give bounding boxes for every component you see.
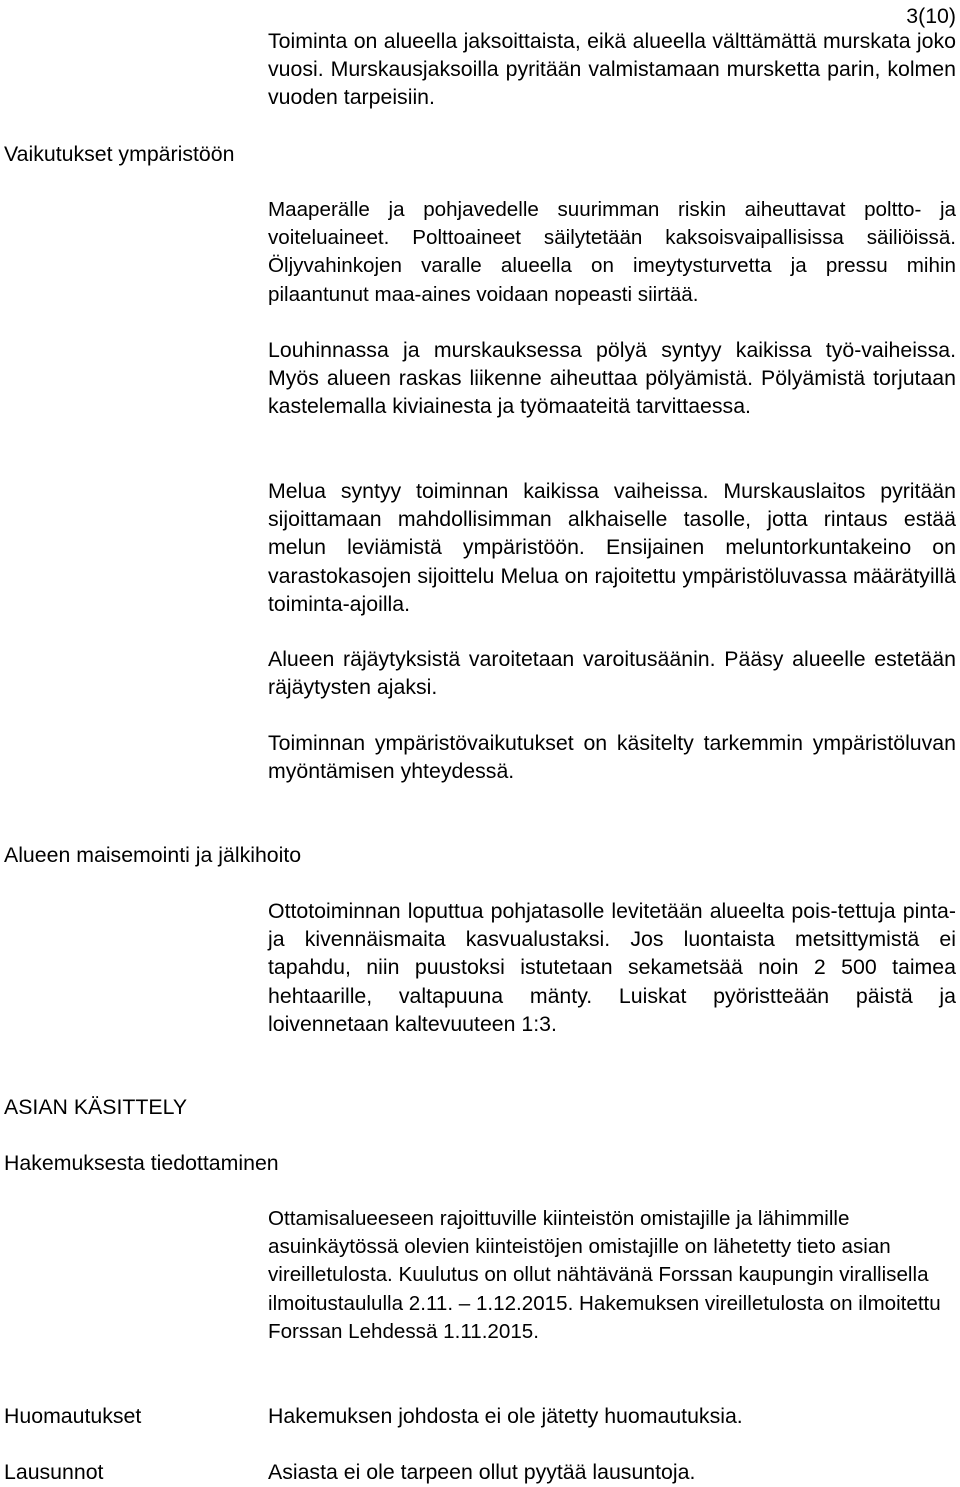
heading-environment: Vaikutukset ympäristöön (4, 142, 235, 166)
heading-landscaping: Alueen maisemointi ja jälkihoito (4, 843, 302, 867)
heading-processing: ASIAN KÄSITTELY (4, 1095, 188, 1119)
dust-paragraph: Louhinnassa ja murskauksessa pölyä syntyy kaikissa työ-vaiheissa. Myös alueen raskas liikenne aiheuttaa pölyämistä. Pölyämistä torjutaan kastelemalla kiviainesta ja työmaateitä tarvittaessa. (268, 338, 956, 419)
heading-statements: Lausunnot (4, 1460, 104, 1484)
blasting-paragraph: Alueen räjäytyksistä varoitetaan varoitusäänin. Pääsy alueelle estetään räjäytysten ajaksi. (268, 647, 956, 700)
remarks-paragraph: Hakemuksen johdosta ei ole jätetty huomautuksia. (268, 1404, 743, 1428)
statements-paragraph: Asiasta ei ole tarpeen ollut pyytää lausuntoja. (268, 1460, 696, 1484)
noise-paragraph: Melua syntyy toiminnan kaikissa vaiheissa. Murskauslaitos pyritään sijoittamaan mahdollisimman alkhaiselle tasolle, jotta rintaus estää melun leviämistä ympäristöön. Ensijainen meluntorkuntakeino on varastokasojen sijoittelu Melua on rajoitettu ympäristöluvassa määrätyillä toiminta-ajoilla. (268, 479, 956, 616)
operation-paragraph: Toiminta on alueella jaksoittaista, eikä alueella välttämättä murskata joko vuosi. Murskausjaksoilla pyritään valmistamaan mursketta parin, kolmen vuoden tarpeisiin. (268, 29, 956, 110)
impacts-paragraph: Toiminnan ympäristövaikutukset on käsitelty tarkemmin ympäristöluvan myöntämisen yhteydessä. (268, 731, 956, 784)
soil-paragraph: Maaperälle ja pohjavedelle suurimman riskin aiheuttavat poltto- ja voiteluaineet. Polttoaineet säilytetään kaksoisvaipallisissa säiliöissä. Öljyvahinkojen varalle alueella on imeytysturvetta ja pressu mihin pilaantunut maa-aines voidaan nopeasti siirtää. (268, 198, 956, 306)
heading-notification: Hakemuksesta tiedottaminen (4, 1151, 279, 1175)
landscaping-paragraph: Ottotoiminnan loputtua pohjatasolle levitetään alueelta pois-tettuja pinta- ja kivennäismaita kasvualustaksi. Jos luontaista metsittymistä ei tapahdu, niin puustoksi istutetaan sekametsää noin 2 500 taimea hehtaarille, valtapuuna mänty. Luiskat pyöristteään päistä ja loivennetaan kaltevuuteen 1:3. (268, 899, 956, 1036)
heading-remarks: Huomautukset (4, 1404, 142, 1428)
notification-paragraph: Ottamisalueeseen rajoittuville kiinteistön omistajille ja lähimmille asuinkäytössä olevien kiinteistöjen omistajille on lähetetty tieto asian vireilletulosta. Kuulutus on ollut nähtävänä Forssan kaupungin virallisella ilmoitustaululla 2.11. – 1.12.2015. Hakemuksen vireilletulosta on ilmoitettu Forssan Lehdessä 1.11.2015. (268, 1207, 941, 1343)
page-number: 3(10) (906, 4, 956, 28)
